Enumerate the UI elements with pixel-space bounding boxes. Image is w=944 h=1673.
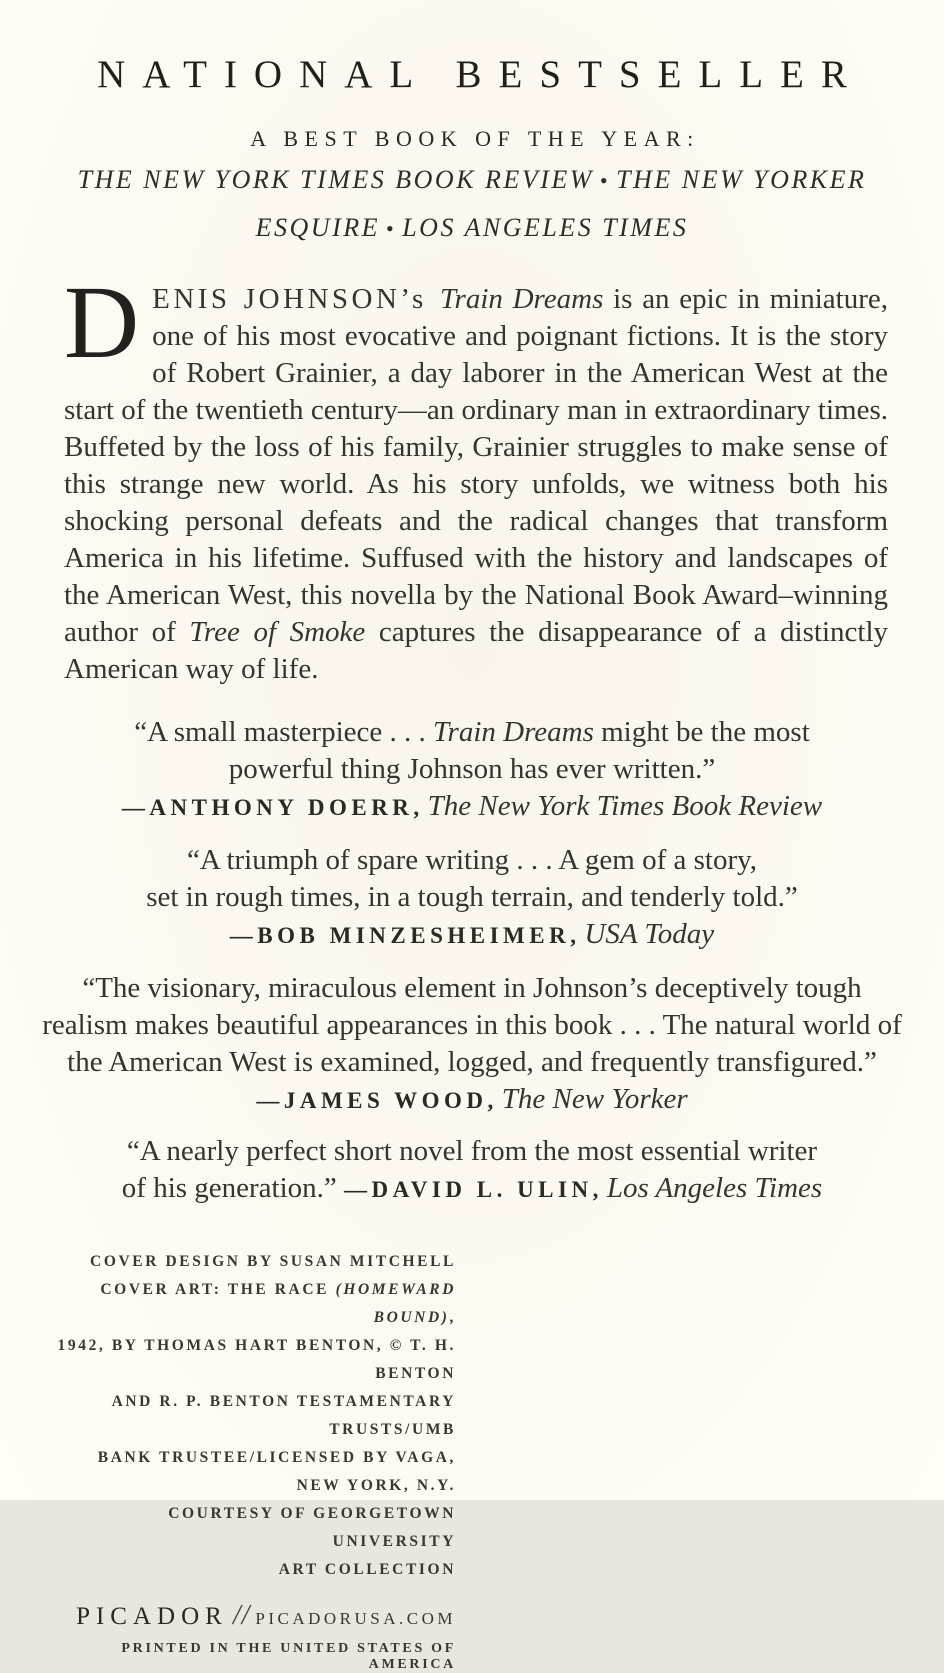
quote-line: set in rough times, in a tough terrain, and tenderly told.” xyxy=(146,881,798,913)
quote-attribution xyxy=(0,1081,944,1119)
publisher-line xyxy=(50,1600,456,1632)
quote-line: the American West is examined, logged, and frequently transfigured.” xyxy=(67,1046,877,1078)
credit-line-artist: 1942, BY THOMAS HART BENTON, © T. H. BENTON xyxy=(57,1337,456,1382)
publisher-website: PICADORUSA.COM xyxy=(255,1609,456,1628)
credit-line-trusts: AND R. P. BENTON TESTAMENTARY TRUSTS/UMB xyxy=(111,1393,456,1438)
book-title-italic: Train Dreams xyxy=(440,283,604,315)
dropcap-letter: D xyxy=(64,265,140,380)
outlet-nyt-book-review: THE NEW YORK TIMES BOOK REVIEW xyxy=(77,165,594,194)
reviewer-name: —BOB MINZESHEIMER, xyxy=(229,923,581,948)
quote-text: might be the most xyxy=(593,716,810,748)
review-source: USA Today xyxy=(584,918,715,950)
quote-bob-minzesheimer xyxy=(0,842,944,954)
quote-line: powerful thing Johnson has ever written.” xyxy=(228,753,716,785)
credit-line-design: COVER DESIGN BY SUSAN MITCHELL xyxy=(90,1253,456,1270)
publisher-block xyxy=(50,1600,456,1673)
reviewer-name: —JAMES WOOD, xyxy=(256,1088,498,1113)
quote-text: of his generation.” xyxy=(121,1172,345,1204)
reviewer-name: —DAVID L. ULIN, xyxy=(344,1177,603,1202)
quote-line xyxy=(0,714,944,751)
quote-anthony-doerr xyxy=(0,714,944,826)
quote-james-wood xyxy=(0,970,944,1119)
quote-line xyxy=(0,1170,944,1208)
description-body-1: is an epic in miniature, one of his most evocative and poignant fictions. It is the story of Robert Grainier, a day laborer in the American West at the start of the twentieth century—an ordinary man in extraordinary times. Buffeted by the loss of his family, Grainier struggles to make sense of this strange new world. As his story unfolds, we witness both his shocking personal defeats and the radical changes that transform America in his lifetime. Suffused with the history and landscapes of the American West, this novella by the National Book Award–winning author of xyxy=(64,283,889,648)
quote-attribution xyxy=(0,788,944,826)
credit-line-collection: ART COLLECTION xyxy=(278,1561,456,1578)
quote-line: “A nearly perfect short novel from the most essential writer xyxy=(126,1135,818,1167)
credit-line-courtesy: COURTESY OF GEORGETOWN UNIVERSITY xyxy=(168,1505,456,1550)
review-source: The New Yorker xyxy=(501,1083,688,1115)
author-name-caps: ENIS JOHNSON’s xyxy=(152,283,440,315)
outlet-new-yorker: THE NEW YORKER xyxy=(616,165,867,194)
credit-text: , xyxy=(449,1309,456,1326)
credit-text: COVER ART: THE RACE xyxy=(100,1281,336,1298)
credit-line-art xyxy=(50,1276,456,1332)
outlets-line-1 xyxy=(0,161,944,200)
bullet-separator: • xyxy=(599,168,611,193)
quote-attribution xyxy=(0,916,944,954)
best-book-heading: A BEST BOOK OF THE YEAR: xyxy=(250,126,700,151)
reviewer-name: —ANTHONY DOERR, xyxy=(121,795,424,820)
quote-line: “The visionary, miraculous element in Johnson’s deceptively tough xyxy=(82,972,862,1004)
quote-line: “A triumph of spare writing . . . A gem of a story, xyxy=(187,844,757,876)
book-description xyxy=(64,265,889,688)
artwork-subtitle-italic: (HOMEWARD BOUND) xyxy=(335,1281,456,1326)
review-source: Los Angeles Times xyxy=(606,1172,823,1204)
tree-of-smoke-italic: Tree of Smoke xyxy=(189,616,366,648)
review-source: The New York Times Book Review xyxy=(427,790,823,822)
masthead xyxy=(0,0,944,248)
cover-credits xyxy=(50,1248,456,1584)
outlets-line-2 xyxy=(0,209,944,248)
printed-in-usa-line: PRINTED IN THE UNITED STATES OF AMERICA xyxy=(121,1641,456,1672)
quote-text: “A small masterpiece . . . xyxy=(134,716,433,748)
outlet-esquire: ESQUIRE xyxy=(255,213,380,242)
description-body-2: captures the disappearance of a distinctly American way of life. xyxy=(64,616,889,685)
quote-david-ulin xyxy=(0,1133,944,1208)
bestseller-banner: NATIONAL BESTSELLER xyxy=(97,53,864,96)
bullet-separator: • xyxy=(386,216,397,241)
picador-logo: PICADOR xyxy=(76,1603,228,1630)
quote-line: realism makes beautiful appearances in this book . . . The natural world of xyxy=(42,1009,902,1041)
quote-title-italic: Train Dreams xyxy=(433,716,594,748)
outlet-la-times: LOS ANGELES TIMES xyxy=(402,213,689,242)
credit-line-licensing: BANK TRUSTEE/LICENSED BY VAGA, NEW YORK, N.Y. xyxy=(97,1449,456,1494)
double-slash-mark: // xyxy=(232,1600,251,1631)
